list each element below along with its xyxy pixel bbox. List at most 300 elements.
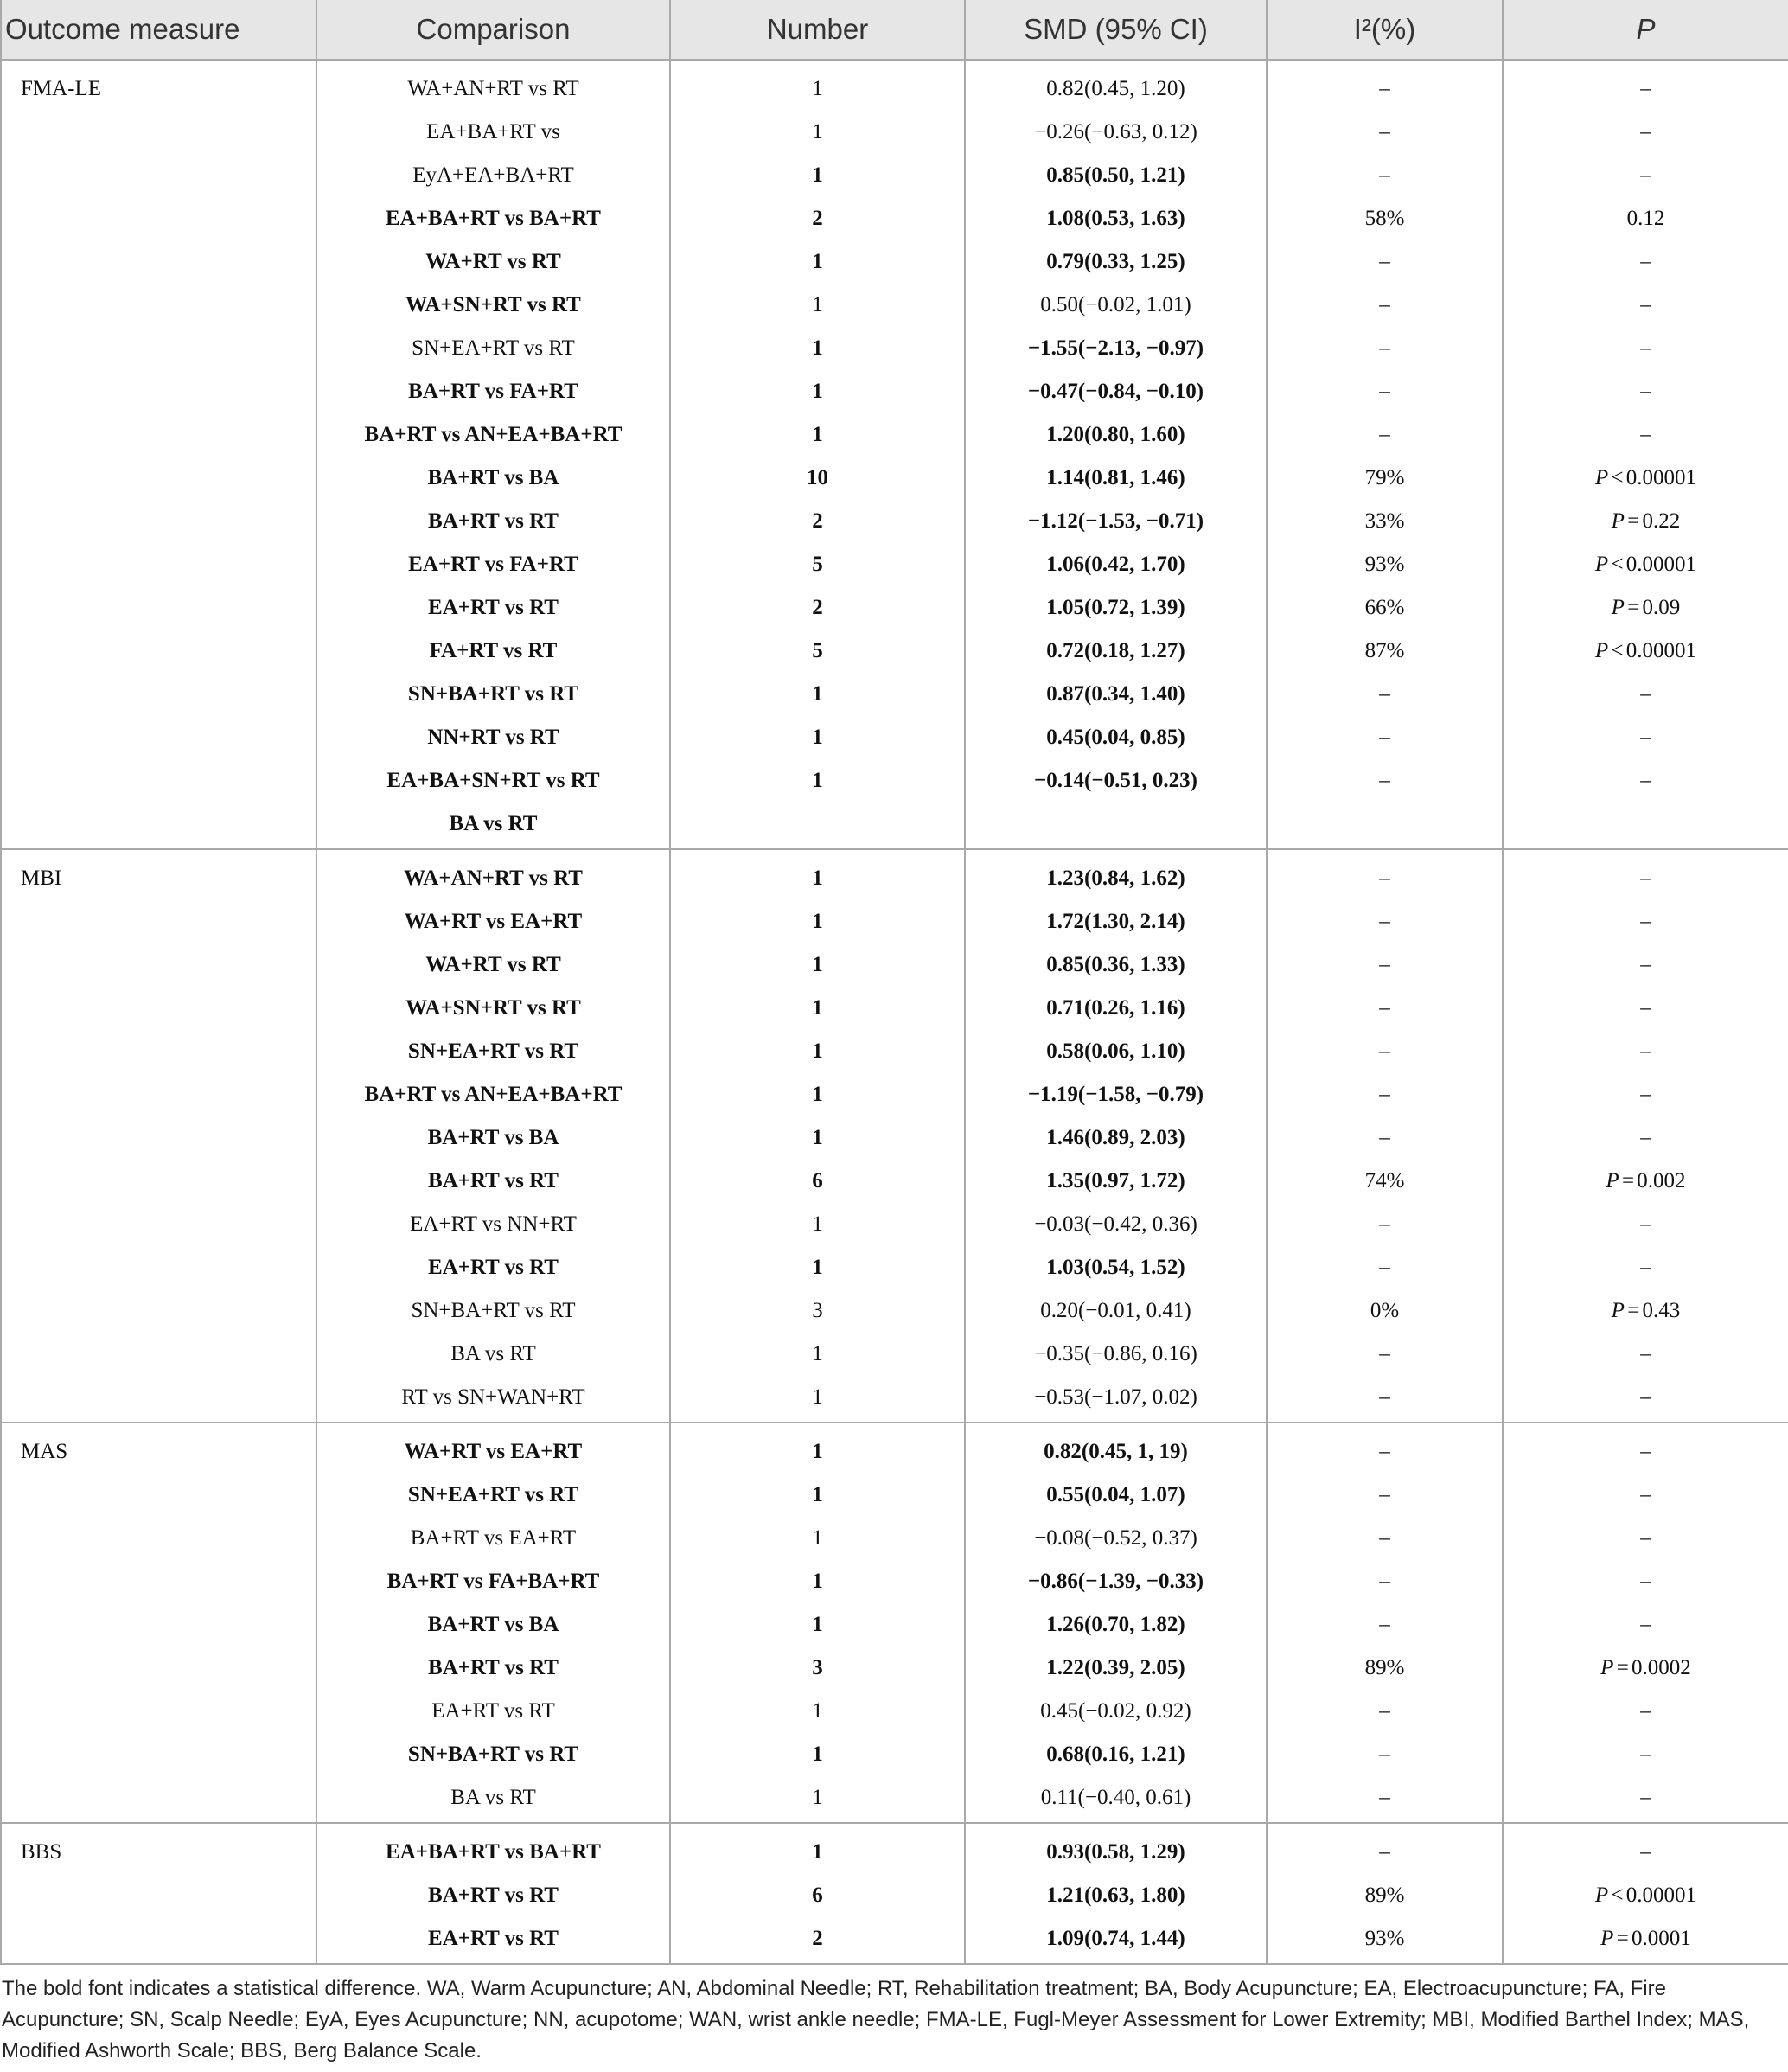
table-row: [0, 1824, 1788, 1874]
number-text: 1: [812, 953, 823, 976]
smd-cell: [966, 1776, 1268, 1822]
smd-text: 0.85(0.50, 1.21): [1046, 163, 1185, 187]
comparison-cell: [317, 457, 671, 500]
i2-text: –: [1379, 1483, 1390, 1506]
outcome-cell: [0, 1690, 317, 1733]
p-value-text: –: [1640, 423, 1651, 446]
i2-text: –: [1379, 996, 1390, 1020]
number-cell: [671, 586, 966, 630]
p-value-text: –: [1640, 1440, 1651, 1463]
number-text: 1: [812, 769, 823, 792]
outcome-cell: [0, 197, 317, 240]
p-value-text: –: [1640, 1840, 1651, 1864]
p-value-text: –: [1640, 1483, 1651, 1506]
i2-text: –: [1379, 1256, 1390, 1279]
outcome-cell: [0, 1560, 317, 1603]
p-value-text: –: [1640, 336, 1651, 360]
p-value-cell: [1504, 154, 1788, 197]
smd-cell: [966, 1647, 1268, 1690]
comparison-text: EA+RT vs NN+RT: [410, 1212, 577, 1236]
p-value-text: –: [1640, 163, 1651, 187]
smd-cell: [966, 1733, 1268, 1776]
i2-text: –: [1379, 336, 1390, 360]
comparison-cell: [317, 1824, 671, 1874]
outcome-label: FMA-LE: [21, 77, 102, 100]
comparison-text: SN+EA+RT vs RT: [407, 1039, 579, 1063]
i2-text: –: [1379, 1743, 1390, 1766]
p-value-cell: [1504, 943, 1788, 987]
table-row: [0, 543, 1788, 586]
number-text: 1: [812, 293, 823, 317]
comparison-text: EA+BA+RT vs BA+RT: [386, 207, 601, 230]
comparison-cell: [317, 413, 671, 457]
outcome-cell: [0, 1917, 317, 1963]
smd-cell: [966, 500, 1268, 543]
smd-text: −0.26(−0.63, 0.12): [1034, 120, 1197, 144]
p-value-cell: [1504, 1116, 1788, 1160]
number-cell: [671, 1776, 966, 1822]
i2-cell: [1268, 543, 1504, 586]
smd-text: 0.50(−0.02, 1.01): [1040, 293, 1191, 317]
comparison-cell: [317, 500, 671, 543]
smd-text: 0.20(−0.01, 0.41): [1040, 1299, 1191, 1322]
smd-text: 0.72(0.18, 1.27): [1046, 639, 1185, 662]
number-cell: [671, 716, 966, 759]
comparison-text: WA+SN+RT vs RT: [405, 293, 581, 317]
i2-cell: [1268, 1116, 1504, 1160]
i2-cell: [1268, 413, 1504, 457]
comparison-text: EyA+EA+BA+RT: [412, 163, 574, 187]
outcome-cell: [0, 943, 317, 987]
p-value-text: –: [1640, 77, 1651, 100]
number-text: 1: [812, 120, 823, 144]
p-value-cell: [1504, 1603, 1788, 1647]
table-row: [0, 1733, 1788, 1776]
p-value-cell: [1504, 1333, 1788, 1376]
comparison-text: SN+EA+RT vs RT: [407, 1483, 579, 1506]
outcome-cell: [0, 327, 317, 370]
table-row: [0, 716, 1788, 759]
i2-text: –: [1379, 1786, 1390, 1809]
number-cell: [671, 154, 966, 197]
outcome-label: MBI: [21, 867, 62, 890]
number-cell: [671, 1560, 966, 1603]
p-value-cell: [1504, 1160, 1788, 1203]
comparison-text: WA+RT vs RT: [425, 953, 561, 976]
p-value-text: –: [1640, 1570, 1651, 1593]
number-text: 1: [812, 1570, 823, 1593]
smd-text: −1.12(−1.53, −0.71): [1027, 509, 1204, 533]
i2-text: –: [1379, 1385, 1390, 1409]
table-row: [0, 284, 1788, 327]
p-value-cell: [1504, 1073, 1788, 1116]
header-number-label: Number: [766, 13, 869, 45]
i2-text: 89%: [1364, 1883, 1405, 1907]
smd-cell: [966, 1116, 1268, 1160]
smd-cell: [966, 900, 1268, 943]
p-value-text: –: [1640, 1743, 1651, 1766]
smd-text: 0.68(0.16, 1.21): [1046, 1743, 1185, 1766]
number-cell: [671, 1203, 966, 1246]
table-row: [0, 1517, 1788, 1560]
number-text: 1: [812, 1083, 823, 1106]
outcome-cell: [0, 1517, 317, 1560]
i2-cell: [1268, 716, 1504, 759]
i2-text: –: [1379, 682, 1390, 706]
number-text: 1: [812, 1256, 823, 1279]
p-value-cell: [1504, 987, 1788, 1030]
header-comparison-label: Comparison: [416, 13, 571, 45]
number-cell: [671, 1423, 966, 1474]
comparison-cell: [317, 370, 671, 413]
number-cell: [671, 1690, 966, 1733]
smd-cell: [966, 111, 1268, 154]
number-cell: [671, 413, 966, 457]
table-row: [0, 1423, 1788, 1474]
i2-text: 0%: [1370, 1299, 1400, 1322]
i2-cell: [1268, 1603, 1504, 1647]
outcome-cell: [0, 1474, 317, 1517]
smd-cell: [966, 1917, 1268, 1963]
number-cell: [671, 284, 966, 327]
i2-cell: [1268, 457, 1504, 500]
i2-text: –: [1379, 380, 1390, 403]
comparison-cell: [317, 1647, 671, 1690]
number-cell: [671, 1603, 966, 1647]
header-outcome-measure-label: Outcome measure: [5, 13, 240, 45]
smd-cell: [966, 370, 1268, 413]
outcome-group: [0, 1824, 1788, 1965]
comparison-text: EA+RT vs RT: [428, 596, 559, 619]
smd-text: 0.87(0.34, 1.40): [1046, 682, 1185, 706]
comparison-text: EA+RT vs RT: [428, 1256, 559, 1279]
number-cell: [671, 1517, 966, 1560]
outcome-cell: [0, 284, 317, 327]
comparison-text: BA vs RT: [450, 1342, 536, 1365]
i2-text: –: [1379, 953, 1390, 976]
comparison-cell: [317, 197, 671, 240]
table-row: [0, 1246, 1788, 1289]
smd-cell: [966, 1073, 1268, 1116]
i2-text: –: [1379, 423, 1390, 446]
table-row: [0, 1874, 1788, 1917]
number-cell: [671, 1030, 966, 1073]
outcome-group: [0, 850, 1788, 1423]
number-cell: [671, 1874, 966, 1917]
i2-cell: [1268, 370, 1504, 413]
number-text: 5: [812, 553, 823, 576]
comparison-cell: [317, 154, 671, 197]
comparison-text: RT vs SN+WAN+RT: [401, 1385, 585, 1409]
smd-text: −0.47(−0.84, −0.10): [1027, 380, 1204, 403]
comparison-cell: [317, 1246, 671, 1289]
i2-cell: [1268, 284, 1504, 327]
comparison-cell: [317, 943, 671, 987]
p-value-text: –: [1640, 1786, 1651, 1809]
comparison-text: NN+RT vs RT: [427, 726, 559, 749]
table-row: [0, 586, 1788, 630]
i2-text: –: [1379, 1840, 1390, 1864]
comparison-text: BA+RT vs RT: [428, 509, 559, 533]
p-value-cell: [1504, 900, 1788, 943]
comparison-text: WA+AN+RT vs RT: [407, 77, 579, 100]
number-text: 3: [812, 1656, 823, 1679]
p-value-cell: [1504, 850, 1788, 900]
i2-cell: [1268, 61, 1504, 111]
comparison-cell: [317, 987, 671, 1030]
p-value-text: –: [1640, 1256, 1651, 1279]
table-row: [0, 1776, 1788, 1822]
smd-cell: [966, 759, 1268, 803]
comparison-text: EA+RT vs RT: [428, 1927, 559, 1950]
comparison-cell: [317, 630, 671, 673]
number-cell: [671, 111, 966, 154]
smd-text: 0.82(0.45, 1, 19): [1044, 1440, 1188, 1463]
i2-text: 93%: [1364, 553, 1405, 576]
number-text: 2: [812, 596, 823, 619]
p-value-cell: [1504, 716, 1788, 759]
smd-cell: [966, 1560, 1268, 1603]
outcome-cell: [0, 759, 317, 803]
p-value-cell: [1504, 543, 1788, 586]
header-smd-label: SMD (95% CI): [1024, 13, 1208, 45]
i2-cell: [1268, 327, 1504, 370]
table-row: [0, 987, 1788, 1030]
number-cell: [671, 1116, 966, 1160]
comparison-cell: [317, 1030, 671, 1073]
p-value-text: –: [1640, 293, 1651, 317]
smd-text: 1.03(0.54, 1.52): [1046, 1256, 1185, 1279]
outcome-group: [0, 61, 1788, 850]
comparison-text: BA+RT vs AN+EA+BA+RT: [364, 423, 623, 446]
i2-text: 87%: [1364, 639, 1405, 662]
table-row: [0, 1073, 1788, 1116]
smd-cell: [966, 1030, 1268, 1073]
number-text: 1: [812, 1385, 823, 1409]
outcome-cell: [0, 543, 317, 586]
table-row: [0, 197, 1788, 240]
number-cell: [671, 457, 966, 500]
smd-cell: [966, 240, 1268, 284]
comparison-cell: [317, 1116, 671, 1160]
table-row: [0, 1160, 1788, 1203]
number-cell: [671, 543, 966, 586]
comparison-text: WA+SN+RT vs RT: [405, 996, 581, 1020]
i2-cell: [1268, 759, 1504, 803]
outcome-cell: [0, 803, 317, 848]
p-value-text: –: [1640, 726, 1651, 749]
outcome-cell: [0, 1246, 317, 1289]
number-cell: [671, 1376, 966, 1422]
p-value-text: –: [1640, 769, 1651, 792]
number-text: 1: [812, 77, 823, 100]
number-cell: [671, 1733, 966, 1776]
number-text: 3: [812, 1299, 823, 1322]
i2-cell: [1268, 1423, 1504, 1474]
i2-text: 33%: [1364, 509, 1405, 533]
smd-text: 1.22(0.39, 2.05): [1046, 1656, 1185, 1679]
comparison-text: EA+BA+SN+RT vs RT: [386, 769, 600, 792]
i2-text: –: [1379, 1526, 1390, 1550]
table-row: [0, 1289, 1788, 1333]
table-row: [0, 630, 1788, 673]
smd-cell: [966, 987, 1268, 1030]
i2-cell: [1268, 1560, 1504, 1603]
comparison-cell: [317, 543, 671, 586]
i2-text: –: [1379, 120, 1390, 144]
i2-text: –: [1379, 163, 1390, 187]
smd-text: −0.14(−0.51, 0.23): [1034, 769, 1197, 792]
outcome-cell: [0, 370, 317, 413]
outcome-cell: [0, 1073, 317, 1116]
p-value-cell: [1504, 1560, 1788, 1603]
p-value-cell: [1504, 370, 1788, 413]
i2-text: –: [1379, 769, 1390, 792]
outcome-label: MAS: [21, 1440, 68, 1463]
comparison-cell: [317, 327, 671, 370]
comparison-cell: [317, 850, 671, 900]
comparison-text: FA+RT vs RT: [429, 639, 558, 662]
i2-cell: [1268, 673, 1504, 716]
number-text: 6: [812, 1883, 823, 1907]
comparison-text: BA+RT vs RT: [428, 1883, 559, 1907]
comparison-text: EA+BA+RT vs: [426, 120, 560, 144]
p-value-cell: [1504, 1030, 1788, 1073]
outcome-cell: [0, 1776, 317, 1822]
number-text: 1: [812, 380, 823, 403]
smd-text: 1.46(0.89, 2.03): [1046, 1126, 1185, 1149]
outcome-cell: [0, 850, 317, 900]
smd-cell: [966, 1246, 1268, 1289]
p-value-text: –: [1640, 1039, 1651, 1063]
smd-cell: [966, 327, 1268, 370]
i2-text: –: [1379, 1613, 1390, 1636]
comparison-cell: [317, 759, 671, 803]
i2-text: 93%: [1364, 1927, 1405, 1950]
outcome-cell: [0, 586, 317, 630]
comparison-text: BA+RT vs AN+EA+BA+RT: [364, 1083, 623, 1106]
number-cell: [671, 1647, 966, 1690]
comparison-cell: [317, 1603, 671, 1647]
header-smd: [966, 0, 1268, 59]
outcome-cell: [0, 1376, 317, 1422]
outcome-cell: [0, 500, 317, 543]
number-text: 1: [812, 1526, 823, 1550]
header-p: [1504, 0, 1788, 59]
i2-cell: [1268, 630, 1504, 673]
p-value-cell: [1504, 197, 1788, 240]
i2-text: –: [1379, 867, 1390, 890]
comparison-text: WA+RT vs RT: [425, 250, 561, 273]
i2-cell: [1268, 1289, 1504, 1333]
i2-text: –: [1379, 1699, 1390, 1723]
smd-cell: [966, 1376, 1268, 1422]
p-value-text: P < 0.00001: [1594, 466, 1697, 489]
number-text: 1: [812, 1126, 823, 1149]
table-row: [0, 1376, 1788, 1422]
i2-cell: [1268, 240, 1504, 284]
i2-text: –: [1379, 1570, 1390, 1593]
outcome-cell: [0, 630, 317, 673]
outcome-cell: [0, 1733, 317, 1776]
table-header: [0, 0, 1788, 61]
number-cell: [671, 759, 966, 803]
table-row: [0, 1474, 1788, 1517]
p-value-cell: [1504, 1824, 1788, 1874]
smd-cell: [966, 1160, 1268, 1203]
p-value-cell: [1504, 1474, 1788, 1517]
number-text: 5: [812, 639, 823, 662]
number-cell: [671, 240, 966, 284]
smd-cell: [966, 413, 1268, 457]
p-value-text: P = 0.09: [1611, 596, 1681, 619]
outcome-cell: [0, 1647, 317, 1690]
table-row: [0, 803, 1788, 848]
i2-cell: [1268, 500, 1504, 543]
comparison-cell: [317, 1474, 671, 1517]
p-value-text: –: [1640, 867, 1651, 890]
smd-text: −0.03(−0.42, 0.36): [1034, 1212, 1197, 1236]
p-value-cell: [1504, 673, 1788, 716]
p-value-text: –: [1640, 380, 1651, 403]
header-number: [671, 0, 966, 59]
number-text: 10: [807, 466, 828, 489]
comparison-text: BA+RT vs FA+RT: [408, 380, 578, 403]
number-cell: [671, 370, 966, 413]
i2-cell: [1268, 900, 1504, 943]
smd-text: 1.20(0.80, 1.60): [1046, 423, 1185, 446]
outcome-cell: [0, 716, 317, 759]
number-text: 1: [812, 1613, 823, 1636]
p-value-cell: [1504, 759, 1788, 803]
smd-cell: [966, 1423, 1268, 1474]
outcome-cell: [0, 1203, 317, 1246]
i2-cell: [1268, 1333, 1504, 1376]
outcome-cell: [0, 240, 317, 284]
comparison-text: EA+RT vs FA+RT: [408, 553, 578, 576]
i2-cell: [1268, 1073, 1504, 1116]
smd-cell: [966, 1603, 1268, 1647]
comparison-text: SN+EA+RT vs RT: [412, 336, 575, 360]
p-value-text: –: [1640, 1699, 1651, 1723]
smd-cell: [966, 630, 1268, 673]
table-row: [0, 1203, 1788, 1246]
table-row: [0, 673, 1788, 716]
smd-text: 0.55(0.04, 1.07): [1046, 1483, 1185, 1506]
p-value-cell: [1504, 1203, 1788, 1246]
i2-text: –: [1379, 1440, 1390, 1463]
smd-text: −0.35(−0.86, 0.16): [1034, 1342, 1197, 1365]
p-value-text: –: [1640, 910, 1651, 933]
i2-cell: [1268, 1824, 1504, 1874]
smd-text: 1.06(0.42, 1.70): [1046, 553, 1185, 576]
outcome-cell: [0, 1030, 317, 1073]
outcome-cell: [0, 1423, 317, 1474]
comparison-cell: [317, 1376, 671, 1422]
number-text: 1: [812, 250, 823, 273]
table-row: [0, 1333, 1788, 1376]
i2-cell: [1268, 1160, 1504, 1203]
p-value-text: –: [1640, 682, 1651, 706]
comparison-cell: [317, 1423, 671, 1474]
smd-text: −1.55(−2.13, −0.97): [1027, 336, 1204, 360]
i2-cell: [1268, 1474, 1504, 1517]
number-cell: [671, 1333, 966, 1376]
number-text: 1: [812, 163, 823, 187]
p-value-text: 0.12: [1626, 207, 1665, 230]
table-row: [0, 327, 1788, 370]
p-value-text: –: [1640, 1385, 1651, 1409]
